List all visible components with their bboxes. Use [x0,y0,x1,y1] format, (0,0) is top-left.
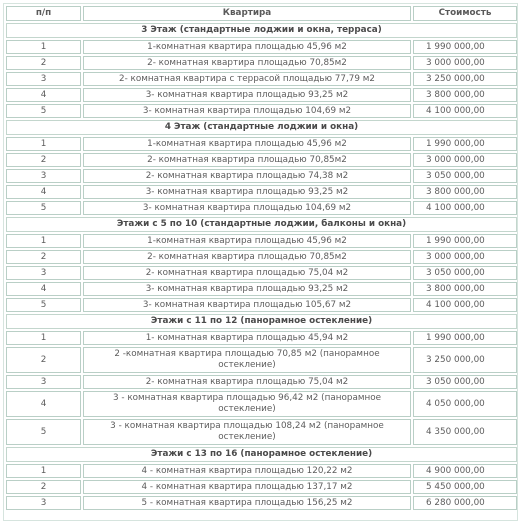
table-row [6,137,517,151]
table-row [6,464,517,478]
price-list-container [3,3,518,521]
row-number: 3 [6,169,81,183]
section-title: 3 Этаж (стандартные лоджии и окна, терраса) [6,23,517,38]
apartment-price: 5 450 000,00 [413,480,517,494]
row-number: 5 [6,104,81,118]
apartment-price: 3 050 000,00 [413,169,517,183]
apartment-price: 1 990 000,00 [413,40,517,54]
apartment-description: 2 -комнатная квартира площадью 70,85 м2 (панорамное остекление) [83,347,411,373]
apartment-price: 6 280 000,00 [413,496,517,510]
table-row [6,298,517,312]
row-number: 5 [6,419,81,445]
apartment-description: 5 - комнатная квартира площадью 156,25 м2 [83,496,411,510]
table-row [6,40,517,54]
apartment-price: 4 900 000,00 [413,464,517,478]
apartment-price: 4 100 000,00 [413,298,517,312]
row-number: 3 [6,266,81,280]
row-number: 1 [6,464,81,478]
table-row [6,480,517,494]
row-number: 1 [6,234,81,248]
table-row [6,234,517,248]
apartment-description: 3 - комнатная квартира площадью 96,42 м2 (панорамное остекление) [83,391,411,417]
apartment-price: 3 050 000,00 [413,266,517,280]
apartment-description: 1-комнатная квартира площадью 45,96 м2 [83,234,411,248]
table-row [6,104,517,118]
row-number: 3 [6,72,81,86]
apartment-description: 2- комнатная квартира площадью 70,85м2 [83,56,411,70]
apartment-price: 4 100 000,00 [413,104,517,118]
row-number: 2 [6,153,81,167]
apartment-description: 3- комнатная квартира площадью 93,25 м2 [83,282,411,296]
table-row [6,88,517,102]
apartment-price: 3 250 000,00 [413,347,517,373]
row-number: 1 [6,331,81,345]
section-title: Этажи с 13 по 16 (панорамное остекление) [6,447,517,462]
row-number: 2 [6,56,81,70]
table-body [6,23,517,510]
apartment-description: 2- комнатная квартира площадью 75,04 м2 [83,266,411,280]
apartment-price: 3 050 000,00 [413,375,517,389]
row-number: 5 [6,298,81,312]
apartment-description: 2- комнатная квартира с террасой площадью 77,79 м2 [83,72,411,86]
apartment-price: 1 990 000,00 [413,234,517,248]
apartment-description: 4 - комнатная квартира площадью 137,17 м2 [83,480,411,494]
table-row [6,282,517,296]
apartment-price: 3 800 000,00 [413,88,517,102]
table-row [6,250,517,264]
table-row [6,391,517,417]
header-number: п/п [6,6,81,21]
row-number: 2 [6,250,81,264]
table-row [6,153,517,167]
apartment-description: 1-комнатная квартира площадью 45,96 м2 [83,137,411,151]
row-number: 1 [6,40,81,54]
apartment-description: 3- комнатная квартира площадью 104,69 м2 [83,104,411,118]
section-row [6,120,517,135]
row-number: 1 [6,137,81,151]
row-number: 4 [6,185,81,199]
apartment-description: 3- комнатная квартира площадью 104,69 м2 [83,201,411,215]
table-row [6,201,517,215]
apartment-description: 2- комнатная квартира площадью 70,85м2 [83,153,411,167]
header-apartment: Квартира [83,6,411,21]
apartment-description: 1-комнатная квартира площадью 45,96 м2 [83,40,411,54]
apartment-price: 4 100 000,00 [413,201,517,215]
apartment-description: 3- комнатная квартира площадью 93,25 м2 [83,185,411,199]
apartment-price: 3 000 000,00 [413,153,517,167]
table-row [6,331,517,345]
apartment-description: 3- комнатная квартира площадью 93,25 м2 [83,88,411,102]
header-row [6,6,517,21]
row-number: 5 [6,201,81,215]
table-row [6,496,517,510]
apartment-description: 3 - комнатная квартира площадью 108,24 м2 (панорамное остекление) [83,419,411,445]
apartment-price: 3 000 000,00 [413,250,517,264]
row-number: 4 [6,88,81,102]
apartment-description: 3- комнатная квартира площадью 105,67 м2 [83,298,411,312]
row-number: 4 [6,282,81,296]
apartment-price: 1 990 000,00 [413,137,517,151]
header-price: Стоимость [413,6,517,21]
section-row [6,217,517,232]
row-number: 3 [6,496,81,510]
apartment-price: 3 800 000,00 [413,185,517,199]
row-number: 4 [6,391,81,417]
apartment-price-table [4,4,519,512]
table-row [6,266,517,280]
section-title: Этажи с 5 по 10 (стандартные лоджии, балконы и окна) [6,217,517,232]
apartment-price: 3 800 000,00 [413,282,517,296]
apartment-description: 4 - комнатная квартира площадью 120,22 м2 [83,464,411,478]
apartment-price: 3 250 000,00 [413,72,517,86]
section-row [6,23,517,38]
apartment-price: 3 000 000,00 [413,56,517,70]
table-row [6,375,517,389]
apartment-price: 4 350 000,00 [413,419,517,445]
apartment-price: 4 050 000,00 [413,391,517,417]
table-row [6,419,517,445]
apartment-description: 2- комнатная квартира площадью 75,04 м2 [83,375,411,389]
section-title: Этажи с 11 по 12 (панорамное остекление) [6,314,517,329]
section-row [6,314,517,329]
row-number: 2 [6,480,81,494]
row-number: 2 [6,347,81,373]
table-row [6,185,517,199]
section-row [6,447,517,462]
table-row [6,72,517,86]
table-row [6,56,517,70]
apartment-description: 2- комнатная квартира площадью 74,38 м2 [83,169,411,183]
table-row [6,347,517,373]
apartment-price: 1 990 000,00 [413,331,517,345]
section-title: 4 Этаж (стандартные лоджии и окна) [6,120,517,135]
table-row [6,169,517,183]
apartment-description: 1- комнатная квартира площадью 45,94 м2 [83,331,411,345]
apartment-description: 2- комнатная квартира площадью 70,85м2 [83,250,411,264]
row-number: 3 [6,375,81,389]
